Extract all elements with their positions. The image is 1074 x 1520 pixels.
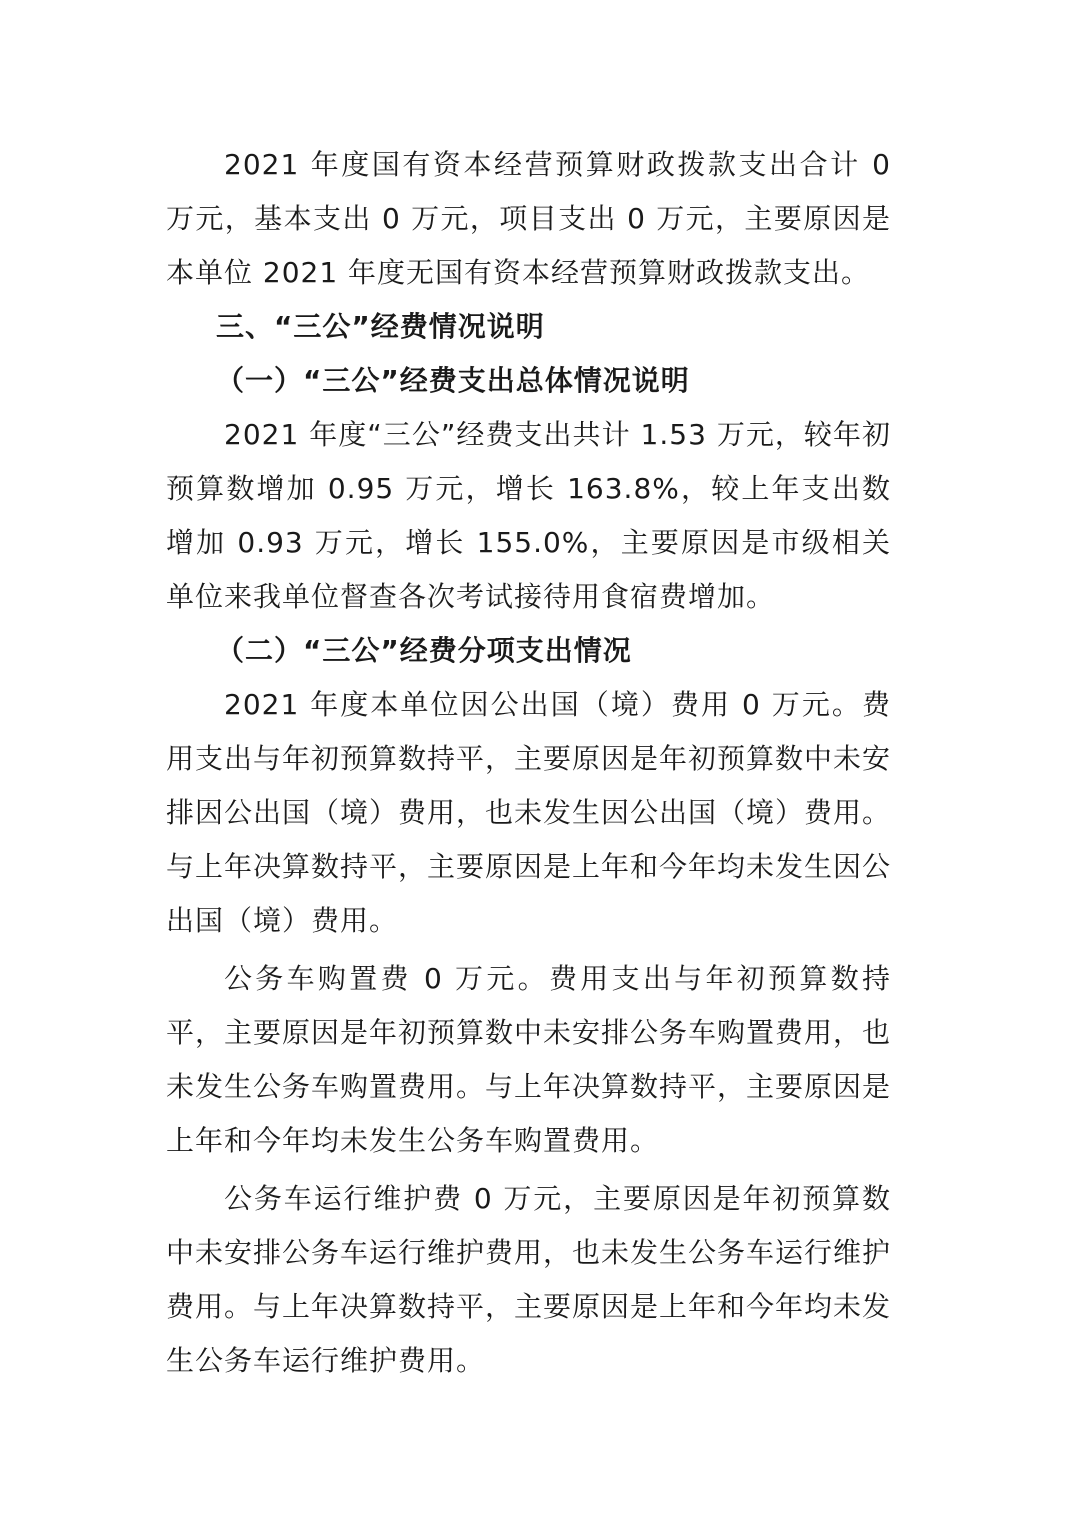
paragraph-vehicle-maintenance: 公务车运行维护费 0 万元，主要原因是年初预算数中未安排公务车运行维护费用，也未发生公务车运行维护费用。与上年决算数持平，主要原因是上年和今年均未发生公务车运行维护费用。 [166,1182,892,1377]
document-body [166,138,891,1388]
paragraph-state-capital-budget: 2021 年度国有资本经营预算财政拨款支出合计 0 万元，基本支出 0 万元，项目支出 0 万元，主要原因是本单位 2021 年度无国有资本经营预算财政拨款支出。 [166,148,891,289]
paragraph-overseas-travel: 2021 年度本单位因公出国（境）费用 0 万元。费用支出与年初预算数持平，主要原因是年初预算数中未安排因公出国（境）费用，也未发生因公出国（境）费用。与上年决算数持平，主要原因是上年和今年均未发生因公出国（境）费用。 [166,688,892,937]
subheading-itemized: （二）“三公”经费分项支出情况 [216,634,632,667]
section-heading-three-public: 三、“三公”经费情况说明 [216,310,545,343]
paragraph-vehicle-purchase: 公务车购置费 0 万元。费用支出与年初预算数持平，主要原因是年初预算数中未安排公务车购置费用，也未发生公务车购置费用。与上年决算数持平，主要原因是上年和今年均未发生公务车购置费用。 [166,962,892,1157]
paragraph-overall-expenditure: 2021 年度“三公”经费支出共计 1.53 万元，较年初预算数增加 0.95 万元，增长 163.8%，较上年支出数增加 0.93 万元，增长 155.0%，主要原因是市级相关单位来我单位督查各次考试接待用食宿费增加。 [166,418,891,613]
subheading-overall: （一）“三公”经费支出总体情况说明 [216,364,690,397]
